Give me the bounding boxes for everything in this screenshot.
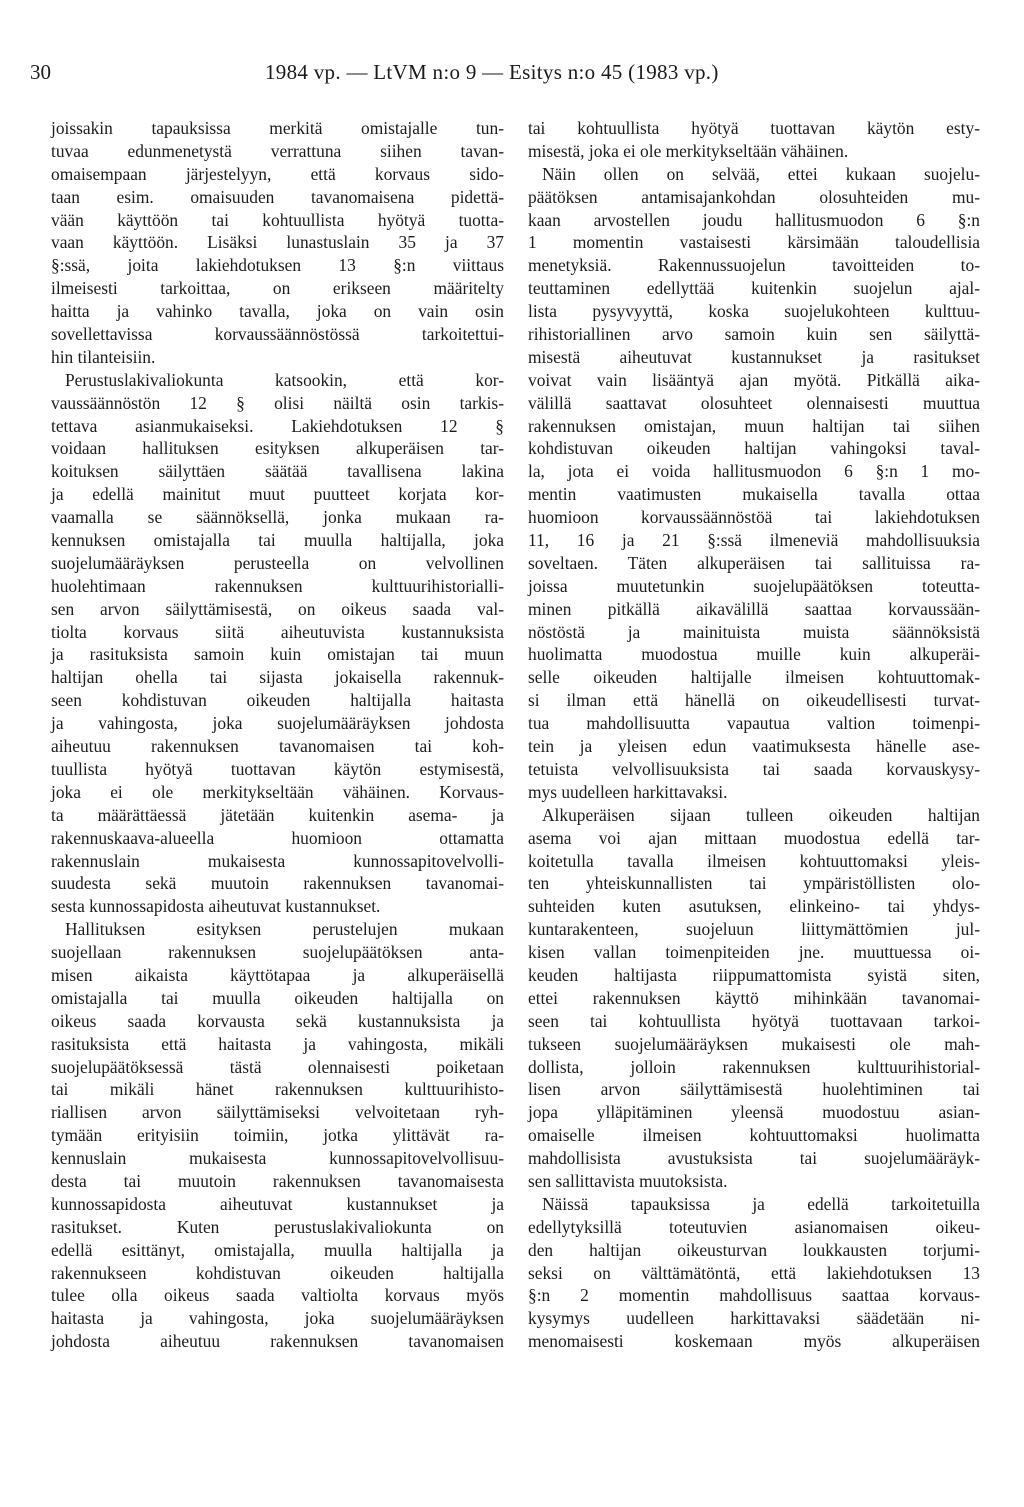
text-line: Näin ollen on selvää, ettei kukaan suojelu-	[542, 163, 980, 184]
text-line: suudesta sekä muutoin rakennuksen tavanomai-	[51, 873, 504, 894]
text-line: tymään erityisiin toimiin, jotka ylittävät ra-	[51, 1125, 504, 1146]
text-line: tuullista hyötyä tuottavan käytön estymisestä,	[51, 758, 504, 779]
text-line: omaiselle ilmeisen kohtuuttomaksi huolimatta	[528, 1125, 980, 1146]
text-line: ja edellä mainitut muut puutteet korjata kor-	[51, 484, 504, 505]
text-line: ja vahingosta, joka suojelumääräyksen johdosta	[51, 713, 504, 734]
text-line: tai mikäli hänet rakennuksen kulttuurihisto-	[51, 1079, 504, 1100]
text-line: mentin vaatimusten mukaisella tavalla ottaa	[528, 484, 980, 505]
text-line: tein ja yleisen edun vaatimuksesta hänelle ase-	[528, 736, 980, 757]
text-line: taan esim. omaisuuden tavanomaisena pidettä-	[51, 186, 504, 207]
text-line: misestä aiheutuvat kustannukset ja rasitukset	[528, 346, 980, 367]
text-line: seksi on välttämätöntä, että lakiehdotuksen 13	[528, 1262, 980, 1283]
left-text-column	[51, 117, 504, 1353]
text-line: suojellaan rakennuksen suojelupäätöksen anta-	[51, 942, 504, 963]
text-line: tiolta korvaus siitä aiheutuvista kustannuksista	[51, 621, 504, 642]
text-line: oikeus saada korvausta sekä kustannuksista ja	[51, 1010, 504, 1031]
text-line: seen kohdistuvan oikeuden haltijalla haitasta	[51, 690, 504, 711]
page-header	[30, 58, 970, 94]
text-line: rasitukset. Kuten perustuslakivaliokunta on	[51, 1216, 504, 1237]
text-line: jopa ylläpitäminen yleensä muodostuu asian-	[528, 1102, 980, 1123]
text-line: suhteiden kuten asutuksen, elinkeino- tai yhdys-	[528, 896, 980, 917]
text-line: voivat vain lisääntyä ajan myötä. Pitkällä aika-	[528, 369, 980, 390]
text-line: vaussäännöstön 12 § olisi näiltä osin tarkis-	[51, 392, 504, 413]
text-line: kunnossapidosta aiheutuvat kustannukset ja	[51, 1193, 504, 1214]
text-line: nöstöstä ja mainituista muista säännöksistä	[528, 621, 980, 642]
text-line: rasituksista että haitasta ja vahingosta, mikäli	[51, 1033, 504, 1054]
text-line: kohdistuvan oikeuden haltijan vahingoksi taval-	[528, 438, 980, 459]
text-line: mys uudelleen harkittavaksi.	[528, 781, 728, 802]
text-line: kuntarakenteen, suojeluun liittymättömien jul-	[528, 919, 980, 940]
text-line: tulee olla oikeus saada valtiolta korvaus myös	[51, 1285, 504, 1306]
text-line: kennuslain mukaisesta kunnossapitovelvollisuu-	[51, 1148, 504, 1169]
text-line: joka ei ole merkitykseltään vähäinen. Korvaus-	[51, 781, 504, 802]
text-line: haitasta ja vahingosta, joka suojelumääräyksen	[51, 1308, 504, 1329]
text-line: 11, 16 ja 21 §:ssä ilmeneviä mahdollisuuksia	[528, 530, 980, 551]
text-line: kysymys uudelleen harkittavaksi säädetään ni-	[528, 1308, 980, 1329]
text-line: lisen arvon säilyttämisestä huolehtiminen tai	[528, 1079, 980, 1100]
text-line: vaan käyttöön. Lisäksi lunastuslain 35 ja 37	[51, 232, 504, 253]
text-line: selle oikeuden haltijalle ilmeisen kohtuuttomak-	[528, 667, 980, 688]
text-line: koitetulla tavalla ilmeisen kohtuuttomaksi yleis-	[528, 850, 980, 871]
text-line: teuttaminen edellyttää kuitenkin suojelun ajal-	[528, 278, 980, 299]
text-line: ta määrättäessä jätetään kuitenkin asema- ja	[51, 804, 504, 825]
text-line: huolimatta muodostua muille kuin alkuperäi-	[528, 644, 980, 665]
text-line: edellytyksillä toteutuvien asianomaisen oikeu-	[528, 1216, 980, 1237]
text-line: Näissä tapauksissa ja edellä tarkoitetuilla	[542, 1193, 980, 1214]
text-line: edellä esittänyt, omistajalla, muulla haltijalla ja	[51, 1239, 504, 1260]
text-line: menomaisesti koskemaan myös alkuperäisen	[528, 1331, 980, 1352]
text-line: päätöksen antamisajankohdan olosuhteiden mu-	[528, 186, 980, 207]
text-line: Perustuslakivaliokunta katsookin, että kor-	[65, 369, 504, 390]
text-line: misen aikaista käyttötapaa ja alkuperäisellä	[51, 964, 504, 985]
text-line: rakennuskaava-alueella huomioon ottamatta	[51, 827, 504, 848]
text-line: tuvaa edunmenetystä verrattuna siihen tavan-	[51, 140, 504, 161]
text-line: tettava asianmukaiseksi. Lakiehdotuksen 12 §	[51, 415, 504, 436]
text-line: rakennuslain mukaisesta kunnossapitovelvolli-	[51, 850, 504, 871]
running-title: 1984 vp. — LtVM n:o 9 — Esitys n:o 45 (1983 vp.)	[265, 60, 719, 84]
text-line: joissakin tapauksissa merkitä omistajalle tun-	[51, 118, 504, 138]
text-line: haitta ja vahinko tavalla, joka on vain osin	[51, 301, 504, 322]
text-line: omistajalla tai muulla oikeuden haltijalla on	[51, 987, 504, 1008]
text-line: välillä saattavat olosuhteet olennaisesti muuttua	[528, 392, 980, 413]
text-line: misestä, joka ei ole merkitykseltään vähäinen.	[528, 140, 849, 161]
text-line: desta tai muutoin rakennuksen tavanomaisesta	[51, 1170, 504, 1191]
text-line: ja rasituksista samoin kuin omistajan tai muun	[51, 644, 504, 665]
text-line: §:ssä, joita lakiehdotuksen 13 §:n viittaus	[51, 255, 504, 276]
text-line: minen pitkällä aikavälillä saattaa korvaussään-	[528, 598, 980, 619]
text-line: si ilman että hänellä on oikeudellisesti turvat-	[528, 690, 980, 711]
text-line: sen arvon säilyttämisestä, on oikeus saada val-	[51, 598, 504, 619]
text-line: den haltijan oikeusturvan loukkausten torjumi-	[528, 1239, 980, 1260]
text-line: sovellettavissa korvaussäännöstössä tarkoitettui-	[51, 324, 504, 345]
text-line: ten yhteiskunnallisten tai ympäristöllisten olo-	[528, 873, 980, 894]
text-line: menetyksiä. Rakennussuojelun tavoitteiden to-	[528, 255, 980, 276]
right-text-column	[528, 117, 980, 1353]
text-line: suojelumääräyksen perusteella on velvollinen	[51, 552, 504, 573]
text-line: keuden haltijasta riippumattomista syistä siten,	[528, 964, 980, 985]
text-line: kaan arvostellen joudu hallitusmuodon 6 §:n	[528, 209, 980, 230]
text-line: rakennukseen kohdistuvan oikeuden haltijalla	[51, 1262, 504, 1283]
text-line: tua mahdollisuutta vapautua valtion toimenpi-	[528, 713, 980, 734]
text-line: huolehtimaan rakennuksen kulttuurihistorialli-	[51, 575, 504, 596]
text-line: haltijan ohella tai sijasta jokaisella rakennuk-	[51, 667, 504, 688]
text-line: hin tilanteisiin.	[51, 346, 156, 367]
text-line: rakennuksen omistajan, muun haltijan tai siihen	[528, 415, 980, 436]
text-line: dollista, jolloin rakennuksen kulttuurihistorial-	[528, 1056, 980, 1077]
text-line: tai kohtuullista hyötyä tuottavan käytön esty-	[528, 118, 980, 138]
text-line: Hallituksen esityksen perustelujen mukaan	[65, 919, 504, 940]
text-line: soveltaen. Täten alkuperäisen tai sallituissa ra-	[528, 552, 980, 573]
text-line: kennuksen omistajalla tai muulla haltijalla, joka	[51, 530, 504, 551]
text-line: huomioon korvaussäännöstöä tai lakiehdotuksen	[528, 507, 980, 528]
text-line: rihistoriallinen arvo samoin kuin sen säilyttä-	[528, 324, 980, 345]
text-line: vään käyttöön tai kohtuullista hyötyä tuotta-	[51, 209, 504, 230]
page-number: 30	[30, 60, 51, 84]
text-line: mahdollisista avustuksista tai suojelumääräyk-	[528, 1148, 980, 1169]
text-line: aiheutuu rakennuksen tavanomaisen tai koh-	[51, 736, 504, 757]
text-line: lista pysyvyyttä, koska suojelukohteen kulttuu-	[528, 301, 980, 322]
text-line: tetuista velvollisuuksista tai saada korvauskysy-	[528, 758, 980, 779]
text-line: suojelupäätöksessä tästä olennaisesti poiketaan	[51, 1056, 504, 1077]
text-line: sesta kunnossapidosta aiheutuvat kustannukset.	[51, 896, 381, 917]
text-line: voidaan hallituksen esityksen alkuperäisen tar-	[51, 438, 504, 459]
text-line: vaamalla se säännöksellä, jonka mukaan ra-	[51, 507, 504, 528]
text-line: 1 momentin vastaisesti kärsimään taloudellisia	[528, 232, 980, 253]
text-line: johdosta aiheutuu rakennuksen tavanomaisen	[51, 1331, 504, 1352]
text-line: omaisempaan järjestelyyn, että korvaus sido-	[51, 163, 504, 184]
text-line: koituksen säilyttäen säätää tavallisena lakina	[51, 461, 504, 482]
text-line: seen tai kohtuullista hyötyä tuottavaan tarkoi-	[528, 1010, 980, 1031]
text-line: riallisen arvon säilyttämiseksi velvoitetaan ryh-	[51, 1102, 504, 1123]
text-line: ilmeisesti tarkoittaa, on erikseen määritelty	[51, 278, 504, 299]
text-line: kisen vallan toimenpiteiden jne. muuttuessa oi-	[528, 942, 980, 963]
text-line: tukseen suojelumääräyksen mukaisesti ole mah-	[528, 1033, 980, 1054]
text-line: joissa muutetunkin suojelupäätöksen toteutta-	[528, 575, 980, 596]
text-line: asema voi ajan mittaan muodostua edellä tar-	[528, 827, 980, 848]
text-line: sen sallittavista muutoksista.	[528, 1170, 728, 1191]
text-line: ettei rakennuksen käyttö mihinkään tavanomai-	[528, 987, 980, 1008]
text-line: Alkuperäisen sijaan tulleen oikeuden haltijan	[542, 804, 980, 825]
text-line: la, jota ei voida hallitusmuodon 6 §:n 1 mo-	[528, 461, 980, 482]
text-line: §:n 2 momentin mahdollisuus saattaa korvaus-	[528, 1285, 980, 1306]
